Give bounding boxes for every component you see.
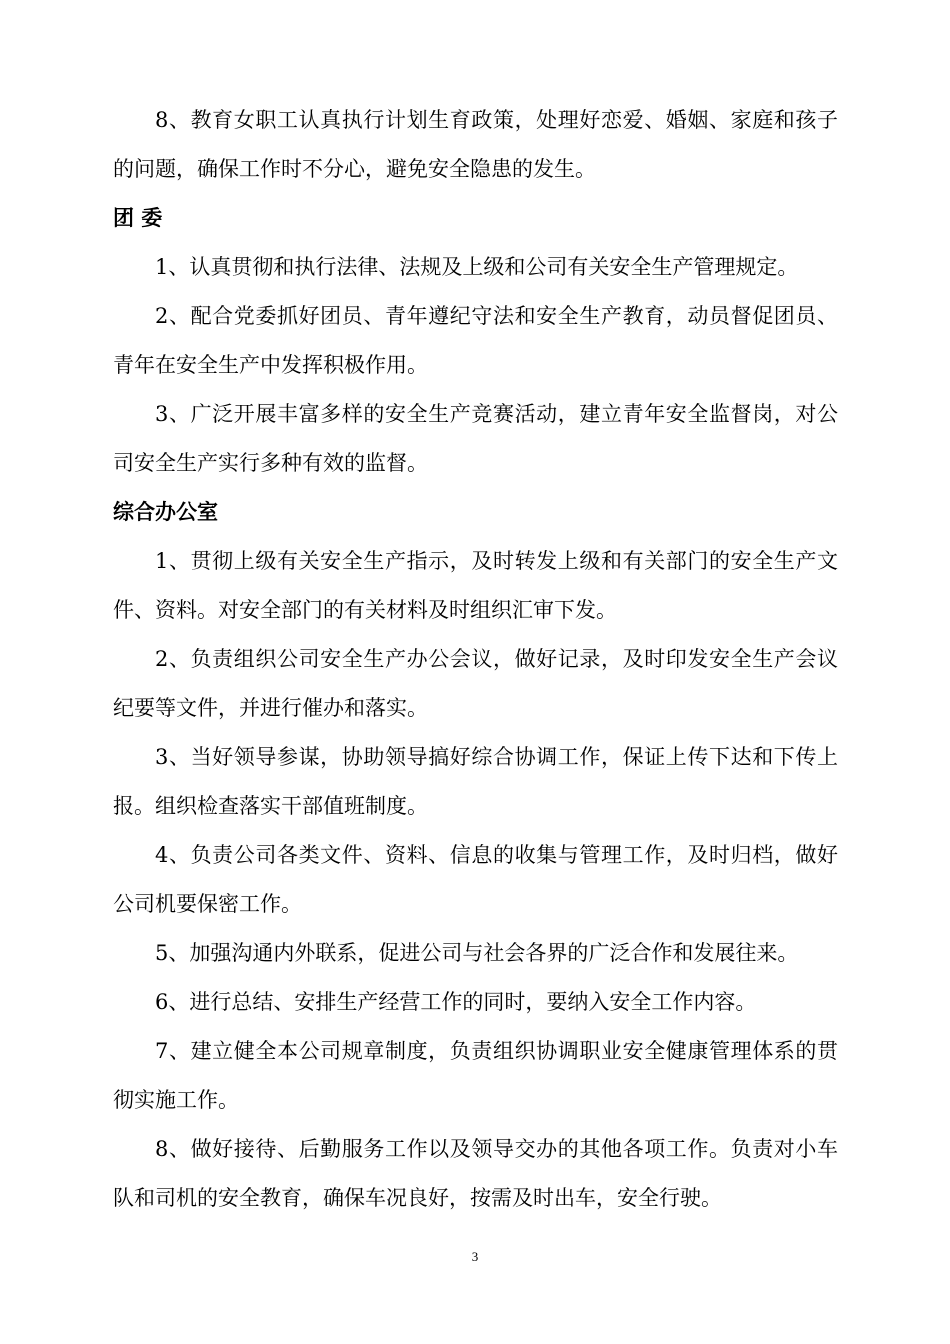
paragraph-office-item-7: 7、建立健全本公司规章制度，负责组织协调职业安全健康管理体系的贯彻实施工作。 [113,1039,838,1112]
paragraph-women-item-8: 8、教育女职工认真执行计划生育政策，处理好恋爱、婚姻、家庭和孩子的问题，确保工作时不分心，避免安全隐患的发生。 [113,108,838,181]
paragraph-office-item-4: 4、负责公司各类文件、资料、信息的收集与管理工作，及时归档，做好公司机要保密工作。 [113,843,838,916]
paragraph-youth-item-2: 2、配合党委抓好团员、青年遵纪守法和安全生产教育，动员督促团员、青年在安全生产中发挥积极作用。 [113,304,838,377]
paragraph-office-item-3: 3、当好领导参谋，协助领导搞好综合协调工作，保证上传下达和下传上报。组织检查落实干部值班制度。 [113,745,838,818]
section-heading-general-office: 综合办公室 [113,500,218,524]
paragraph-office-item-6: 6、进行总结、安排生产经营工作的同时，要纳入安全工作内容。 [155,990,757,1014]
page-number: 3 [471,1249,479,1264]
document-body [113,96,838,1223]
paragraph-office-item-1: 1、贯彻上级有关安全生产指示，及时转发上级和有关部门的安全生产文件、资料。对安全部门的有关材料及时组织汇审下发。 [113,549,838,622]
paragraph-youth-item-1: 1、认真贯彻和执行法律、法规及上级和公司有关安全生产管理规定。 [155,255,799,279]
section-heading-youth-league: 团 委 [113,206,163,230]
paragraph-office-item-2: 2、负责组织公司安全生产办公会议，做好记录，及时印发安全生产会议纪要等文件，并进行催办和落实。 [113,647,838,720]
paragraph-youth-item-3: 3、广泛开展丰富多样的安全生产竞赛活动，建立青年安全监督岗，对公司安全生产实行多种有效的监督。 [113,402,838,475]
paragraph-office-item-8: 8、做好接待、后勤服务工作以及领导交办的其他各项工作。负责对小车队和司机的安全教育，确保车况良好，按需及时出车，安全行驶。 [113,1137,838,1210]
paragraph-office-item-5: 5、加强沟通内外联系，促进公司与社会各界的广泛合作和发展往来。 [155,941,799,965]
